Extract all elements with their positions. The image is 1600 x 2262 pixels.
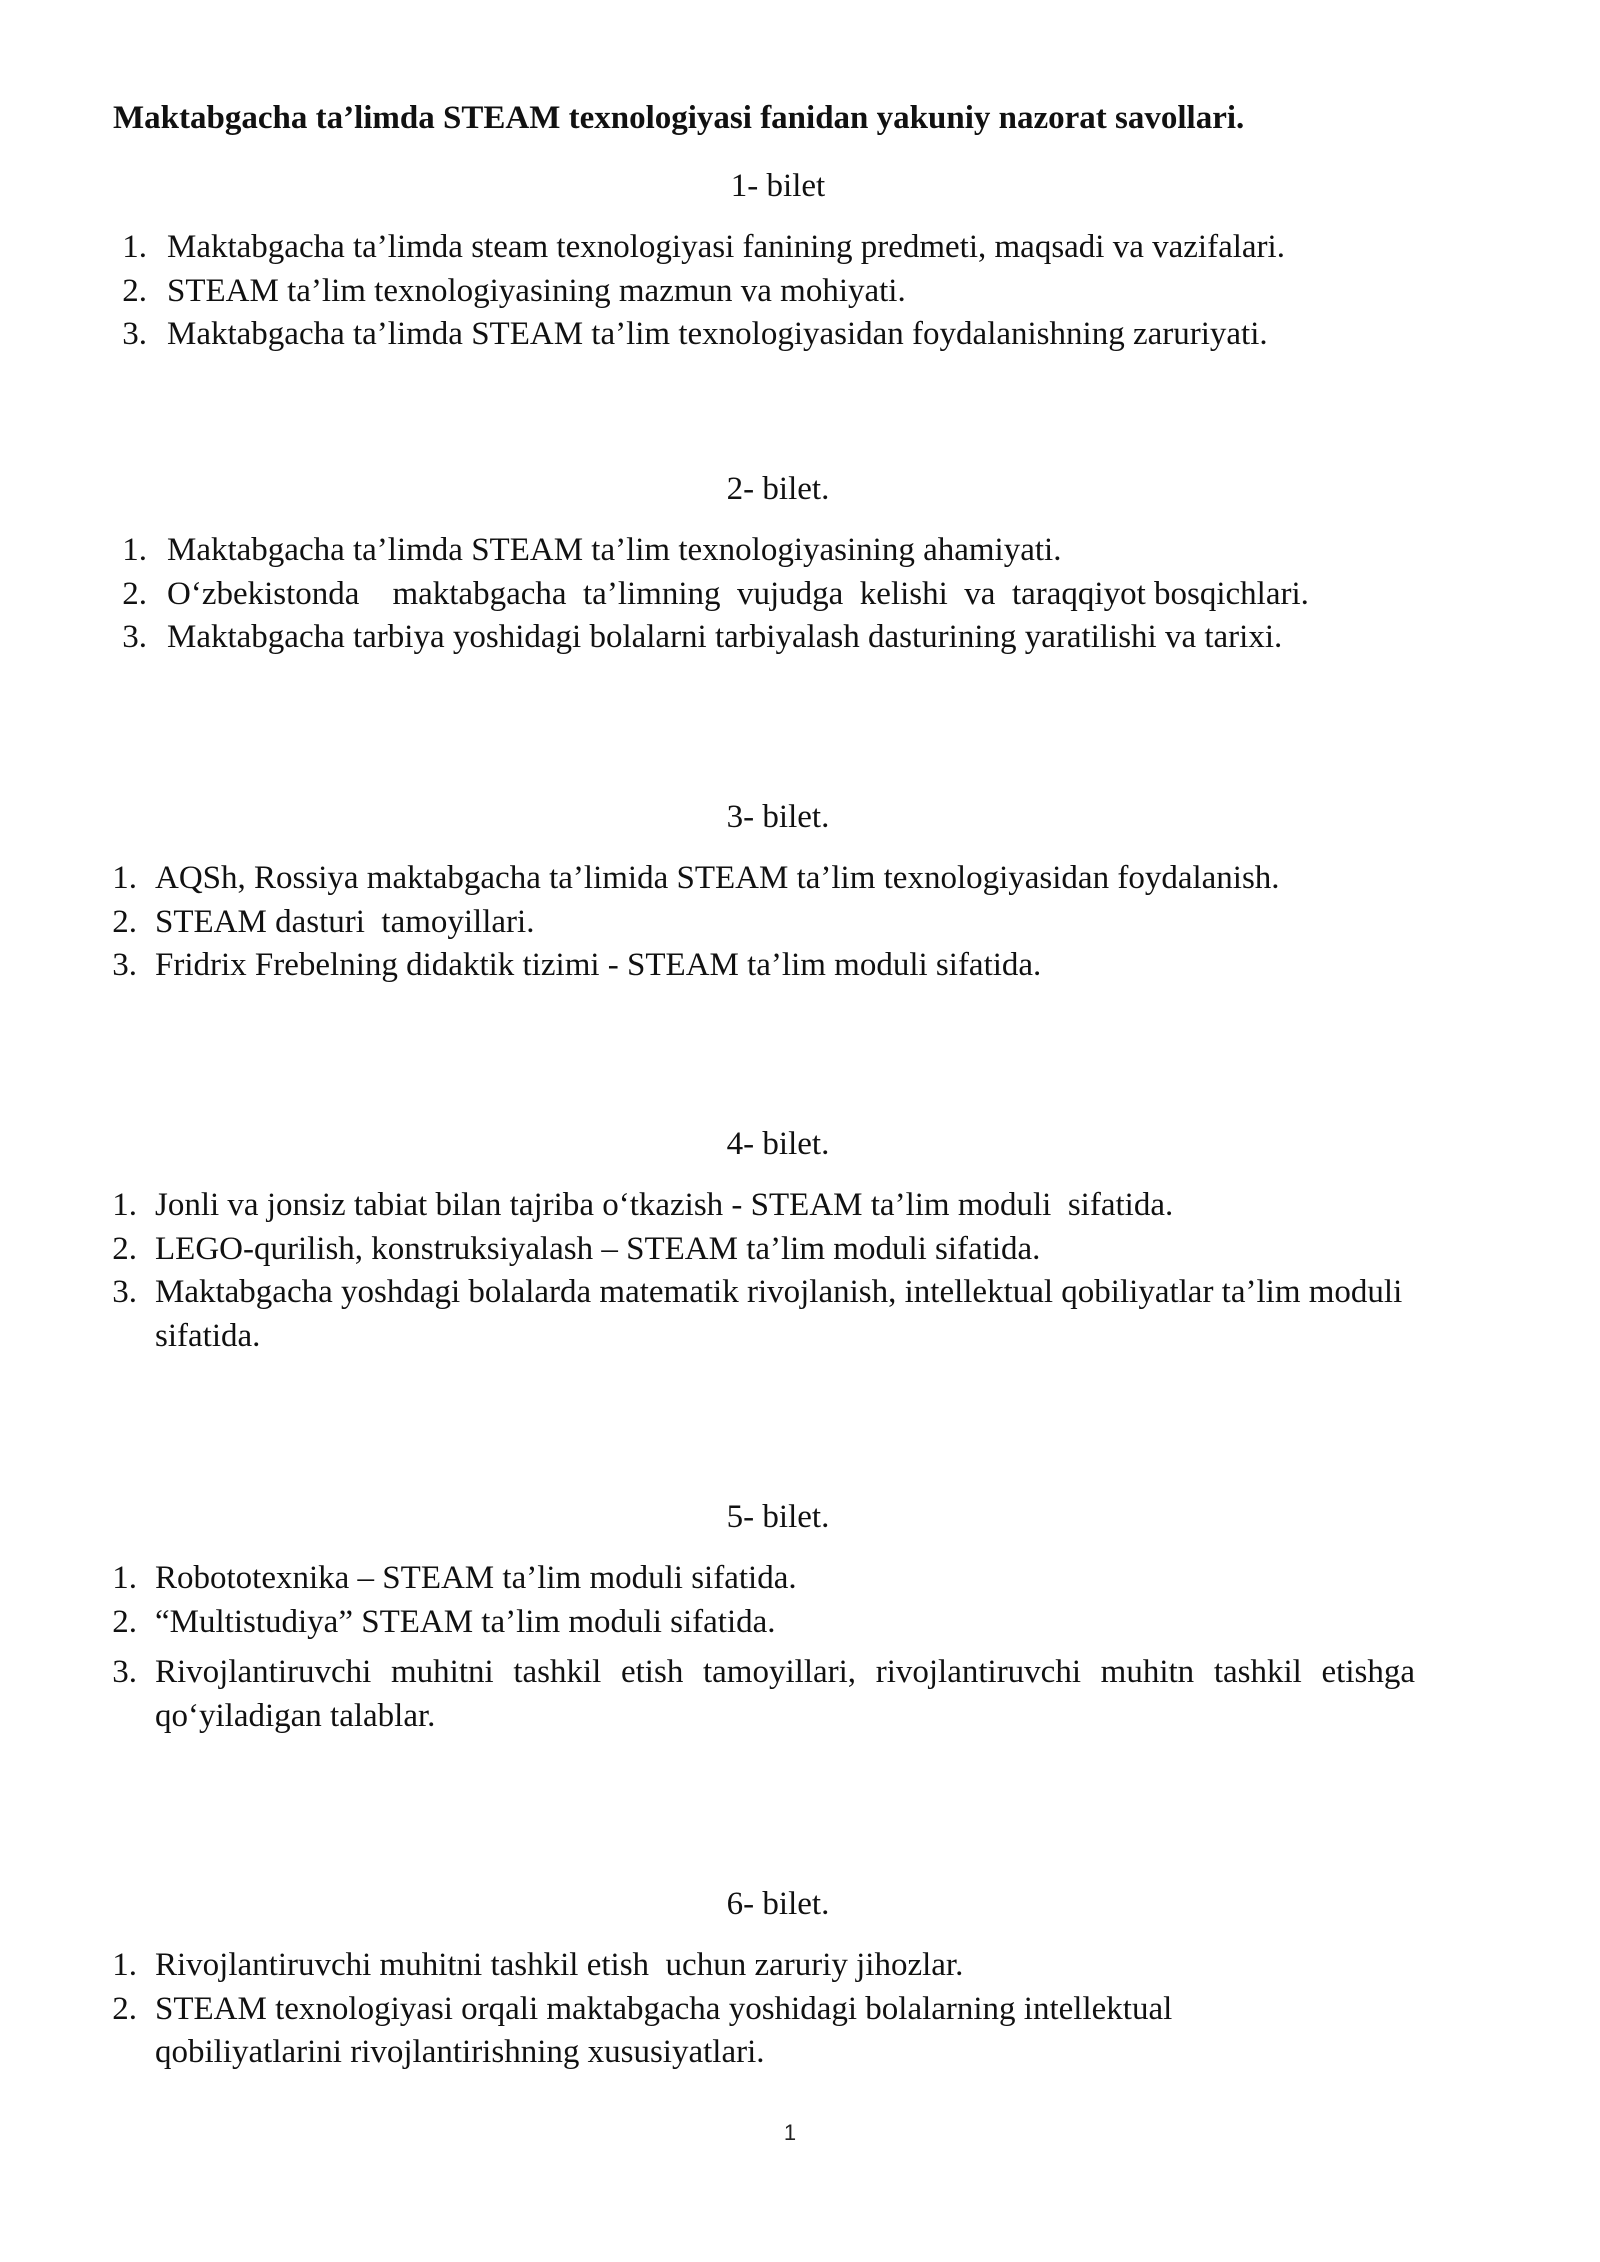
question-text: O‘zbekistonda maktabgacha ta’limning vujudga kelishi va taraqqiyot bosqichlari. [167,575,1309,612]
question-list [0,226,1600,357]
ticket-5 [0,1495,1600,1738]
question-number: 2. [112,1990,137,2027]
question-text: Maktabgacha ta’limda STEAM ta’lim texnologiyasining ahamiyati. [167,532,1062,568]
ticket-1 [0,164,1600,357]
question-text: Maktabgacha tarbiya yoshidagi bolalarni tarbiyalash dasturining yaratilishi va tarixi. [167,619,1283,655]
question-text: Jonli va jonsiz tabiat bilan tajriba o‘tkazish - STEAM ta’lim moduli sifatida. [155,1187,1174,1223]
question-item [0,1184,1600,1228]
question-list [0,1944,1600,2075]
question-item [0,270,1600,314]
document-title: Maktabgacha ta’limda STEAM texnologiyasi fanidan yakuniy nazorat savollari. [113,100,1245,136]
ticket-3 [0,795,1600,988]
question-item [0,1271,1600,1358]
question-number: 1. [112,1187,137,1223]
question-number: 2. [112,903,137,940]
question-item [0,857,1600,901]
question-text: Maktabgacha yoshdagi bolalarda matematik rivojlanish, intellektual qobiliyatlar ta’lim moduli sifatida. [155,1274,1403,1354]
question-number: 2. [122,575,147,612]
ticket-heading: 1- bilet [730,168,826,204]
ticket-heading: 2- bilet. [726,471,830,507]
question-number: 2. [122,272,147,309]
question-item [0,616,1600,660]
question-item [0,1228,1600,1272]
question-item [0,529,1600,573]
question-list [0,529,1600,660]
question-text: Maktabgacha ta’limda steam texnologiyasi fanining predmeti, maqsadi va vazifalari. [167,229,1285,265]
page-number: 1 [783,2120,797,2145]
ticket-heading: 4- bilet. [726,1126,830,1162]
question-list [0,1184,1600,1358]
question-text: STEAM dasturi tamoyillari. [155,903,535,940]
question-item [0,1601,1600,1645]
question-text: Rivojlantiruvchi muhitni tashkil etish uchun zaruriy jihozlar. [155,1947,964,1983]
question-list [0,857,1600,988]
ticket-4 [0,1122,1600,1358]
ticket-heading: 3- bilet. [726,799,830,835]
question-text: LEGO-qurilish, konstruksiyalash – STEAM ta’lim moduli sifatida. [155,1230,1041,1267]
question-number: 1. [112,1560,137,1596]
ticket-2 [0,467,1600,660]
question-item [0,1557,1600,1601]
question-number: 1. [122,229,147,265]
question-text: “Multistudiya” STEAM ta’lim moduli sifatida. [155,1603,776,1640]
question-text: AQSh, Rossiya maktabgacha ta’limida STEAM ta’lim texnologiyasidan foydalanish. [155,860,1280,896]
ticket-heading: 5- bilet. [726,1499,830,1535]
question-text: Robototexnika – STEAM ta’lim moduli sifatida. [155,1560,797,1596]
question-number: 3. [122,619,147,655]
question-list [0,1557,1600,1738]
question-number: 2. [112,1230,137,1267]
question-text: Maktabgacha ta’limda STEAM ta’lim texnologiyasidan foydalanishning zaruriyati. [167,316,1268,352]
question-item [0,901,1600,945]
question-number: 2. [112,1603,137,1640]
question-text: Fridrix Frebelning didaktik tizimi - STEAM ta’lim moduli sifatida. [155,947,1042,983]
question-text: STEAM texnologiyasi orqali maktabgacha yoshidagi bolalarning intellektual qobiliyatlarini rivojlantirishning xususiyatlari. [155,1990,1173,2070]
ticket-heading: 6- bilet. [726,1886,830,1922]
question-number: 1. [112,1947,137,1983]
question-item [0,1651,1600,1738]
question-number: 3. [112,947,137,983]
question-text: Rivojlantiruvchi muhitni tashkil etish tamoyillari, rivojlantiruvchi muhitn tashkil etishga qo‘yiladigan talablar. [155,1654,1415,1734]
question-item [0,1944,1600,1988]
question-number: 1. [122,532,147,568]
question-item [0,226,1600,270]
question-item [0,944,1600,988]
question-text: STEAM ta’lim texnologiyasining mazmun va mohiyati. [167,272,906,309]
question-number: 1. [112,860,137,896]
question-number: 3. [112,1274,137,1310]
question-item [0,573,1600,617]
question-item [0,313,1600,357]
question-number: 3. [122,316,147,352]
question-item [0,1988,1600,2075]
ticket-6 [0,1882,1600,2075]
question-number: 3. [112,1654,137,1690]
